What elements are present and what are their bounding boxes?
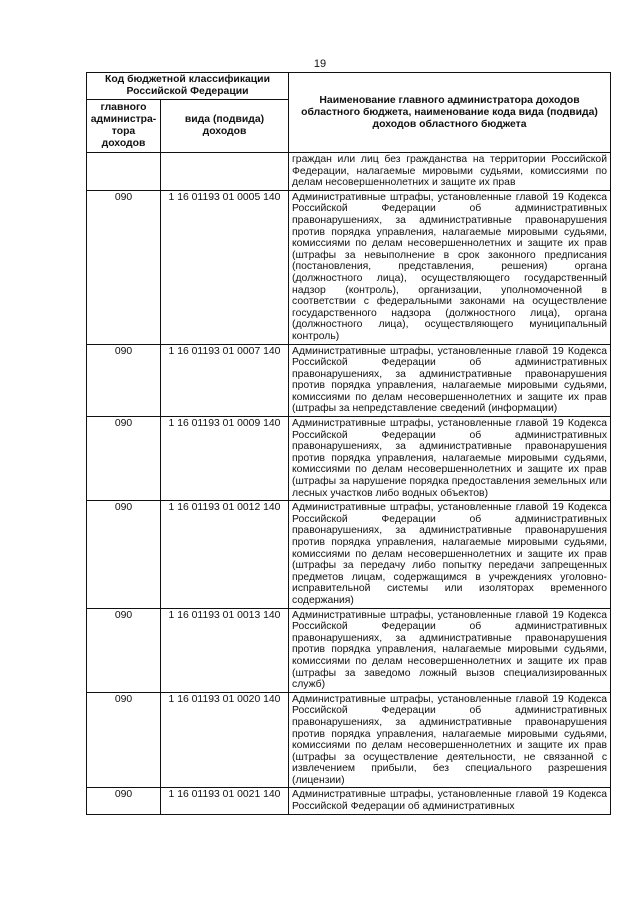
header-name-column: Наименование главного администратора доходов областного бюджета, наименование кода вида (подвида) доходов областного бюджета [289, 73, 611, 153]
income-code-cell: 1 16 01193 01 0007 140 [161, 344, 289, 417]
header-kind-column: вида (подвида) доходов [161, 100, 289, 153]
description-cell: Административные штрафы, установленные главой 19 Кодекса Российской Федерации об административных [289, 788, 611, 814]
page-number: 19 [313, 58, 327, 70]
admin-code-cell: 090 [87, 608, 161, 692]
table-row [87, 344, 611, 417]
budget-classification-table [86, 72, 611, 815]
admin-code-cell [87, 153, 161, 191]
income-code-cell: 1 16 01193 01 0009 140 [161, 417, 289, 501]
description-cell: Административные штрафы, установленные главой 19 Кодекса Российской Федерации об административных правонарушениях, за административные правонарушения против порядка управления, налагаемые мировыми судьями, комиссиями по делам несовершеннолетних и защите их прав (штрафы за заведомо ложный вызов специализированных служб) [289, 608, 611, 692]
table-row [87, 608, 611, 692]
admin-code-cell: 090 [87, 344, 161, 417]
income-code-cell: 1 16 01193 01 0021 140 [161, 788, 289, 814]
header-group-code: Код бюджетной классификации Российской Федерации [87, 73, 289, 100]
header-admin-column: главного администра-тора доходов [87, 100, 161, 153]
income-code-cell: 1 16 01193 01 0013 140 [161, 608, 289, 692]
income-code-cell: 1 16 01193 01 0005 140 [161, 190, 289, 344]
admin-code-cell: 090 [87, 788, 161, 814]
admin-code-cell: 090 [87, 417, 161, 501]
table-row [87, 417, 611, 501]
description-cell: граждан или лиц без гражданства на территории Российской Федерации, налагаемые мировыми судьями, комиссиями по делам несовершеннолетних и защите их прав [289, 153, 611, 191]
admin-code-cell: 090 [87, 692, 161, 788]
table-row [87, 692, 611, 788]
income-code-cell: 1 16 01193 01 0012 140 [161, 501, 289, 608]
income-code-cell [161, 153, 289, 191]
income-code-cell: 1 16 01193 01 0020 140 [161, 692, 289, 788]
table-row [87, 788, 611, 814]
table-row [87, 153, 611, 191]
table-row [87, 190, 611, 344]
admin-code-cell: 090 [87, 190, 161, 344]
description-cell: Административные штрафы, установленные главой 19 Кодекса Российской Федерации об административных правонарушениях, за административные правонарушения против порядка управления, налагаемые мировыми судьями, комиссиями по делам несовершеннолетних и защите их прав (штрафы за непредставление сведений (информации) [289, 344, 611, 417]
table-header-row-1 [87, 73, 611, 100]
description-cell: Административные штрафы, установленные главой 19 Кодекса Российской Федерации об административных правонарушениях, за административные правонарушения против порядка управления, налагаемые мировыми судьями, комиссиями по делам несовершеннолетних и защите их прав (штрафы за осуществление деятельности, не связанной с извлечением прибыли, без специального разрешения (лицензии) [289, 692, 611, 788]
table-row [87, 501, 611, 608]
description-cell: Административные штрафы, установленные главой 19 Кодекса Российской Федерации об административных правонарушениях, за административные правонарушения против порядка управления, налагаемые мировыми судьями, комиссиями по делам несовершеннолетних и защите их прав (штрафы за нарушение порядка предоставления земельных или лесных участков либо водных объектов) [289, 417, 611, 501]
admin-code-cell: 090 [87, 501, 161, 608]
description-cell: Административные штрафы, установленные главой 19 Кодекса Российской Федерации об административных правонарушениях, за административные правонарушения против порядка управления, налагаемые мировыми судьями, комиссиями по делам несовершеннолетних и защите их прав (штрафы за невыполнение в срок законного предписания (постановления, представления, решения) органа (должностного лица), осуществляющего государственный надзор (контроль), организации, уполномоченной в соответствии с федеральными законами на осуществление государственного надзора (должностного лица), органа (должностного лица), осуществляющего муниципальный контроль) [289, 190, 611, 344]
description-cell: Административные штрафы, установленные главой 19 Кодекса Российской Федерации об административных правонарушениях, за административные правонарушения против порядка управления, налагаемые мировыми судьями, комиссиями по делам несовершеннолетних и защите их прав (штрафы за передачу либо попытку передачи запрещенных предметов лицам, содержащимся в учреждениях уголовно-исправительной системы или изоляторах временного содержания) [289, 501, 611, 608]
